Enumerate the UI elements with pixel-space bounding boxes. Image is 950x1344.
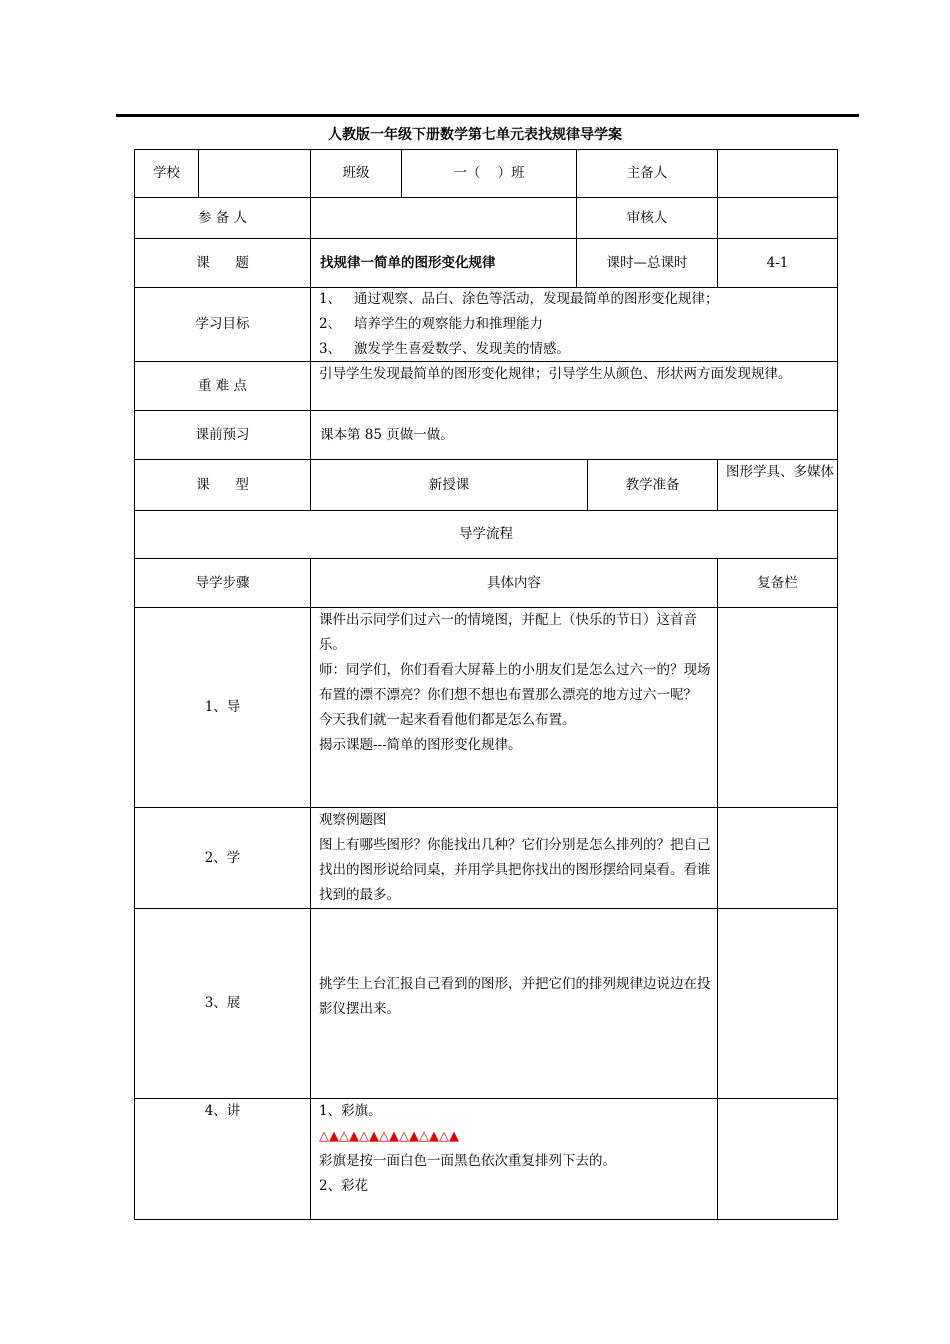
- preview-value: 课本第 85 页做一做。: [320, 426, 454, 443]
- teaching-prep-value: 图形学具、多媒体: [726, 464, 834, 480]
- preparer-label: 主备人: [626, 165, 668, 181]
- step-show: 3、展: [204, 995, 241, 1011]
- flow-notes-header: 复备栏: [757, 574, 798, 591]
- content-line: 观察例题图: [319, 812, 387, 828]
- step-learn-content: [319, 808, 711, 908]
- period-label: 课时—总课时: [606, 254, 688, 271]
- objective-item: 1、 通过观察、品白、涂色等活动，发现最简单的图形变化规律；: [319, 291, 719, 307]
- step-learn: 2、学: [204, 849, 241, 866]
- step-guide-content: [319, 608, 711, 758]
- flow-content-header: 具体内容: [487, 574, 541, 591]
- preview-label: 课前预习: [195, 426, 250, 443]
- preparer-value[interactable]: [718, 150, 837, 197]
- objective-item: 3、 激发学生喜爱数学、发现美的情感。: [319, 341, 570, 357]
- school-label: 学校: [153, 165, 180, 181]
- objective-item: 2、 培养学生的观察能力和推理能力: [319, 316, 543, 332]
- content-line: 揭示课题---简单的图形变化规律。: [319, 737, 522, 753]
- content-line: 课件出示同学们过六一的情境图，并配上（快乐的节日）这首音乐。: [319, 612, 697, 653]
- objectives-label: 学习目标: [195, 316, 250, 332]
- step-explain-content: [319, 1099, 711, 1199]
- step-explain: 4、讲: [204, 1103, 241, 1119]
- lesson-type-label: 课 型: [196, 476, 249, 493]
- period-value: 4-1: [766, 254, 789, 271]
- topic-label: 课 题: [196, 254, 249, 271]
- keypoints-value: 引导学生发现最简单的图形变化规律；引导学生从颜色、形状两方面发现规律。: [319, 366, 792, 382]
- class-value[interactable]: 一（ ）班: [453, 165, 525, 181]
- flow-title: 导学流程: [459, 526, 513, 542]
- top-rule: [116, 114, 859, 117]
- school-value[interactable]: [199, 150, 310, 197]
- flag-pattern: △▲△▲△▲△▲△▲△▲△▲: [319, 1129, 459, 1144]
- lesson-type-value: 新授课: [428, 476, 470, 493]
- content-line: 今天我们就一起来看看他们都是怎么布置。: [319, 712, 576, 728]
- topic-value: 找规律一简单的图形变化规律: [320, 254, 496, 271]
- content-line: 1、彩旗。: [319, 1103, 382, 1119]
- keypoints-label: 重 难 点: [197, 377, 248, 394]
- objectives-list: [319, 287, 834, 362]
- content-line: 彩旗是按一面白色一面黑色依次重复排列下去的。: [319, 1153, 616, 1169]
- reviewer-label: 审核人: [626, 209, 668, 226]
- participants-value[interactable]: [311, 198, 576, 238]
- step-guide: 1、导: [204, 699, 241, 715]
- content-line: 图上有哪些图形？你能找出几种？它们分别是怎么排列的？把自己找出的图形说给同桌，并用学具把你找出的图形摆给同桌看。看谁找到的最多。: [319, 837, 711, 903]
- content-line: 师：同学们，你们看看大屏幕上的小朋友们是怎么过六一的？现场布置的漂不漂亮？你们想不想也布置那么漂亮的地方过六一呢？: [319, 662, 711, 703]
- content-line: 2、彩花: [319, 1178, 369, 1194]
- flow-step-header: 导学步骤: [195, 574, 250, 591]
- reviewer-value[interactable]: [718, 198, 837, 238]
- class-label: 班级: [342, 165, 370, 181]
- document-title: 人教版一年级下册数学第七单元表找规律导学案: [328, 127, 622, 143]
- teaching-prep-label: 教学准备: [625, 476, 680, 493]
- participants-label: 参 备 人: [197, 209, 248, 226]
- step-show-content: 挑学生上台汇报自己看到的图形，并把它们的排列规律边说边在投影仪摆出来。: [319, 976, 711, 1017]
